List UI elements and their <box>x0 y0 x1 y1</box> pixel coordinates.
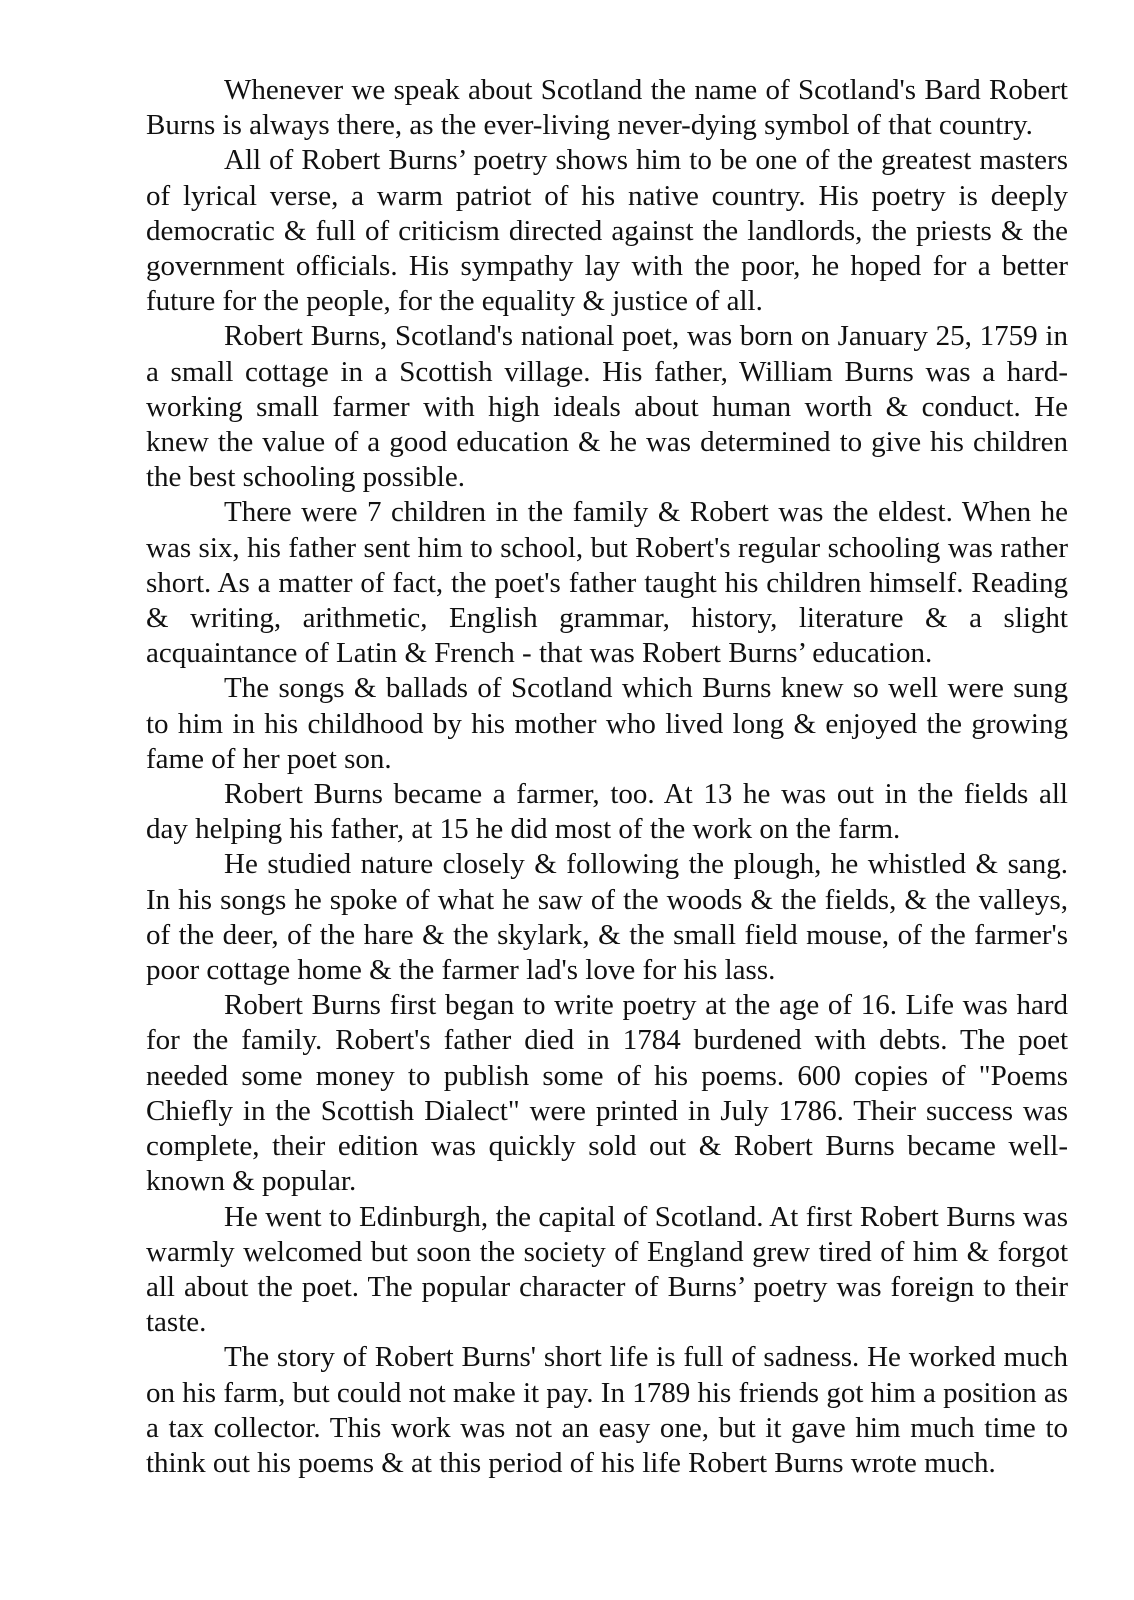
paragraph: All of Robert Burns’ poetry shows him to be one of the greatest masters of lyrical verse, a warm patriot of his native country. His poetry is deeply democratic & full of criticism directed against the landlords, the priests & the government officials. His sympathy lay with the poor, he hoped for a better future for the people, for the equality & justice of all. <box>146 144 1068 318</box>
document-page <box>146 73 1068 1481</box>
paragraph: The story of Robert Burns' short life is full of sadness. He worked much on his farm, but could not make it pay. In 1789 his friends got him a position as a tax collector. This work was not an easy one, but it gave him much time to think out his poems & at this period of his life Robert Burns wrote much. <box>146 1341 1068 1479</box>
paragraph: Robert Burns, Scotland's national poet, was born on January 25, 1759 in a small cottage in a Scottish village. His father, William Burns was a hard-working small farmer with high ideals about human worth & conduct. He knew the value of a good education & he was determined to give his children the best schooling possible. <box>146 320 1068 494</box>
paragraph: There were 7 children in the family & Robert was the eldest. When he was six, his father sent him to school, but Robert's regular schooling was rather short. As a matter of fact, the poet's father taught his children himself. Reading & writing, arithmetic, English grammar, history, literature & a slight acquaintance of Latin & French - that was Robert Burns’ education. <box>146 496 1068 670</box>
paragraph: Robert Burns first began to write poetry at the age of 16. Life was hard for the family. Robert's father died in 1784 burdened with debts. The poet needed some money to publish some of his poems. 600 copies of "Poems Chiefly in the Scottish Dialect" were printed in July 1786. Their success was complete, their edition was quickly sold out & Robert Burns became well-known & popular. <box>146 989 1068 1198</box>
paragraph: He went to Edinburgh, the capital of Scotland. At first Robert Burns was warmly welcomed but soon the society of England grew tired of him & forgot all about the poet. The popular character of Burns’ poetry was foreign to their taste. <box>146 1200 1068 1339</box>
paragraph: Robert Burns became a farmer, too. At 13 he was out in the fields all day helping his father, at 15 he did most of the work on the farm. <box>146 778 1068 846</box>
paragraph: The songs & ballads of Scotland which Burns knew so well were sung to him in his childhood by his mother who lived long & enjoyed the growing fame of her poet son. <box>146 672 1068 775</box>
paragraph: He studied nature closely & following the plough, he whistled & sang. In his songs he spoke of what he saw of the woods & the fields, & the valleys, of the deer, of the hare & the skylark, & the small field mouse, of the farmer's poor cottage home & the farmer lad's love for his lass. <box>146 848 1068 987</box>
paragraph: Whenever we speak about Scotland the name of Scotland's Bard Robert Burns is always there, as the ever-living never-dying symbol of that country. <box>146 74 1068 142</box>
